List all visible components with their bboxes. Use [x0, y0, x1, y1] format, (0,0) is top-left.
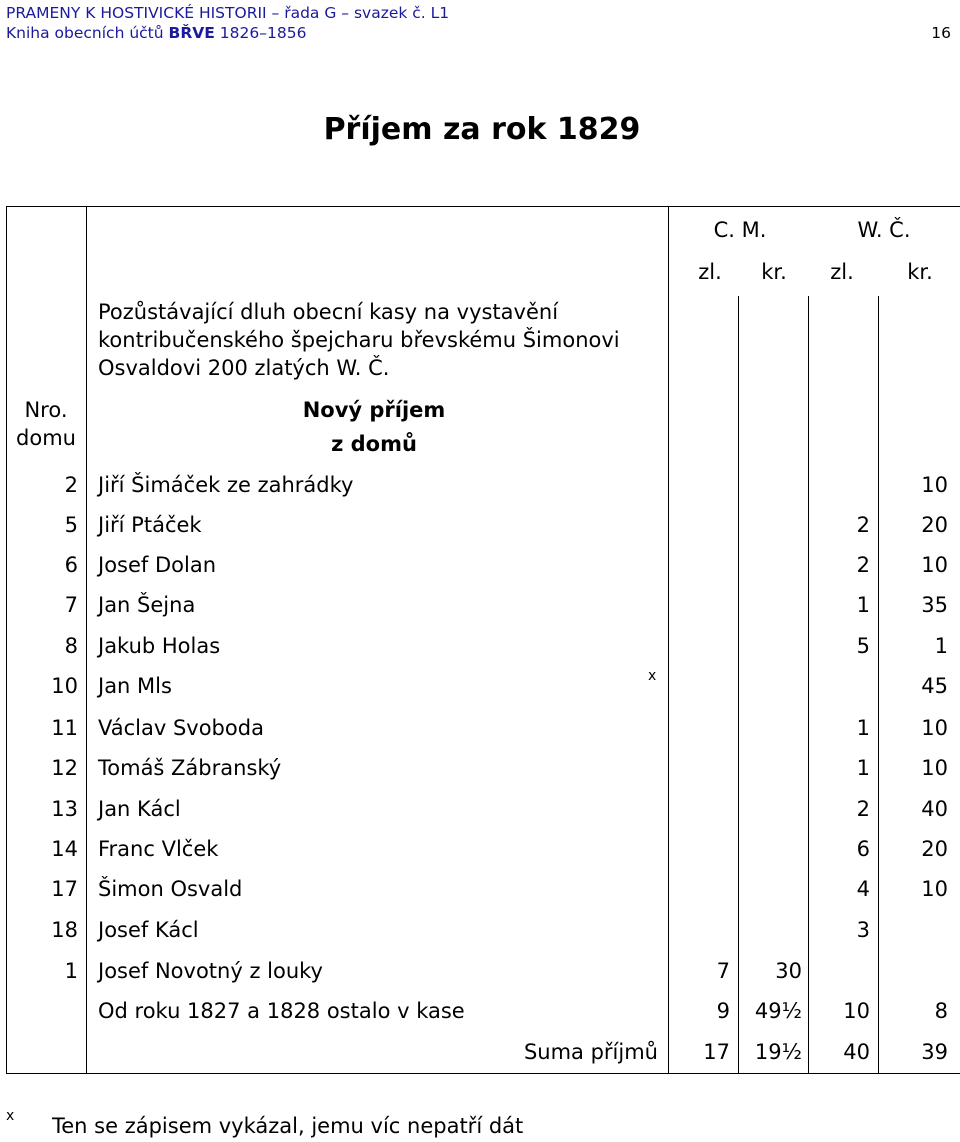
section-title-line-2: z domů	[331, 432, 417, 456]
row-wc-kr: 20	[921, 513, 948, 537]
row-nro: 13	[51, 797, 78, 821]
nro-label-line-2: domu	[16, 426, 76, 450]
wc-kr-header: kr.	[907, 260, 933, 284]
table-top-border	[6, 206, 960, 207]
row-name: Franc Vlček	[98, 837, 219, 861]
table-bottom-border	[6, 1073, 960, 1074]
row-nro: 11	[51, 716, 78, 740]
row-nro: 18	[51, 918, 78, 942]
page-title	[0, 112, 960, 147]
row-nro: 8	[64, 634, 78, 658]
row-wc-kr: 10	[921, 756, 948, 780]
row-name: Josef Novotný z louky	[98, 959, 323, 983]
series-title: PRAMENY K HOSTIVICKÉ HISTORII – řada G – svazek č. L1	[6, 4, 450, 22]
sum-wc-kr: 39	[921, 1040, 948, 1064]
sum-cm-zl: 17	[703, 1040, 730, 1064]
sum-label: Suma příjmů	[523, 1040, 658, 1064]
row-wc-zl: 6	[856, 837, 870, 861]
row-wc-zl: 10	[843, 999, 870, 1023]
currency-divider	[808, 296, 809, 1074]
row-name: Jan Kácl	[98, 797, 181, 821]
footnote-reference-mark: x	[648, 668, 657, 684]
row-wc-kr: 10	[921, 877, 948, 901]
row-wc-zl: 2	[856, 513, 870, 537]
row-nro: 14	[51, 837, 78, 861]
row-name: Šimon Osvald	[98, 877, 243, 901]
row-wc-zl: 1	[856, 756, 870, 780]
footnote-mark: x	[6, 1108, 15, 1124]
nro-column-divider	[86, 206, 87, 1074]
row-name: Josef Dolan	[98, 553, 217, 577]
wc-zl-header: zl.	[830, 260, 854, 284]
row-wc-kr: 10	[921, 716, 948, 740]
row-name: Od roku 1827 a 1828 ostalo v kase	[98, 999, 465, 1023]
table-left-border	[6, 206, 7, 1074]
row-wc-kr: 35	[921, 593, 948, 617]
row-wc-zl: 1	[856, 593, 870, 617]
row-cm-kr: 49½	[754, 999, 802, 1023]
row-wc-kr: 20	[921, 837, 948, 861]
row-nro: 2	[64, 473, 78, 497]
row-name: Jiří Šimáček ze zahrádky	[98, 473, 354, 497]
row-name: Jakub Holas	[98, 634, 221, 658]
row-cm-zl: 7	[716, 959, 730, 983]
row-wc-zl: 3	[856, 918, 870, 942]
book-title-years: 1826–1856	[214, 24, 307, 42]
row-wc-kr: 45	[921, 674, 948, 698]
wc-zl-divider	[878, 296, 879, 1074]
book-title-village: BŘVE	[168, 24, 215, 42]
cm-zl-divider	[738, 296, 739, 1074]
row-nro: 12	[51, 756, 78, 780]
row-wc-kr: 10	[921, 553, 948, 577]
row-wc-zl: 4	[856, 877, 870, 901]
book-title-prefix: Kniha obecních účtů	[6, 24, 169, 42]
intro-line-3: Osvaldovi 200 zlatých W. Č.	[98, 356, 390, 380]
row-cm-zl: 9	[716, 999, 730, 1023]
intro-line-1: Pozůstávající dluh obecní kasy na vystavění	[98, 300, 559, 324]
sum-wc-zl: 40	[843, 1040, 870, 1064]
row-name: Tomáš Zábranský	[98, 756, 282, 780]
currency-wc-header: W. Č.	[857, 218, 911, 242]
cm-zl-header: zl.	[698, 260, 722, 284]
intro-line-2: kontribučenského špejcharu břevskému Šimonovi	[98, 328, 620, 352]
nro-label-line-1: Nro.	[24, 398, 68, 422]
row-nro: 6	[64, 553, 78, 577]
text-column-divider	[668, 206, 669, 1074]
row-wc-zl: 5	[856, 634, 870, 658]
row-nro: 17	[51, 877, 78, 901]
row-wc-zl: 2	[856, 797, 870, 821]
row-cm-kr: 30	[775, 959, 802, 983]
footnote-text: Ten se zápisem vykázal, jemu víc nepatří dát	[52, 1114, 524, 1138]
row-name: Jan Mls	[98, 674, 172, 698]
row-name: Jiří Ptáček	[98, 513, 202, 537]
row-name: Václav Svoboda	[98, 716, 264, 740]
currency-cm-header: C. M.	[713, 218, 767, 242]
row-nro: 5	[64, 513, 78, 537]
row-name: Josef Kácl	[98, 918, 199, 942]
section-title-line-1: Nový příjem	[302, 398, 446, 422]
row-wc-kr: 8	[934, 999, 948, 1023]
row-wc-kr: 10	[921, 473, 948, 497]
page-number: 16	[931, 24, 951, 42]
row-wc-zl: 1	[856, 716, 870, 740]
row-nro: 1	[64, 959, 78, 983]
row-nro: 7	[64, 593, 78, 617]
row-wc-kr: 40	[921, 797, 948, 821]
book-title	[6, 24, 306, 42]
page-title-text: Příjem za rok 1829	[323, 112, 641, 147]
sum-cm-kr: 19½	[754, 1040, 802, 1064]
row-name: Jan Šejna	[98, 593, 196, 617]
row-wc-zl: 2	[856, 553, 870, 577]
cm-kr-header: kr.	[761, 260, 787, 284]
row-nro: 10	[51, 674, 78, 698]
row-wc-kr: 1	[934, 634, 948, 658]
